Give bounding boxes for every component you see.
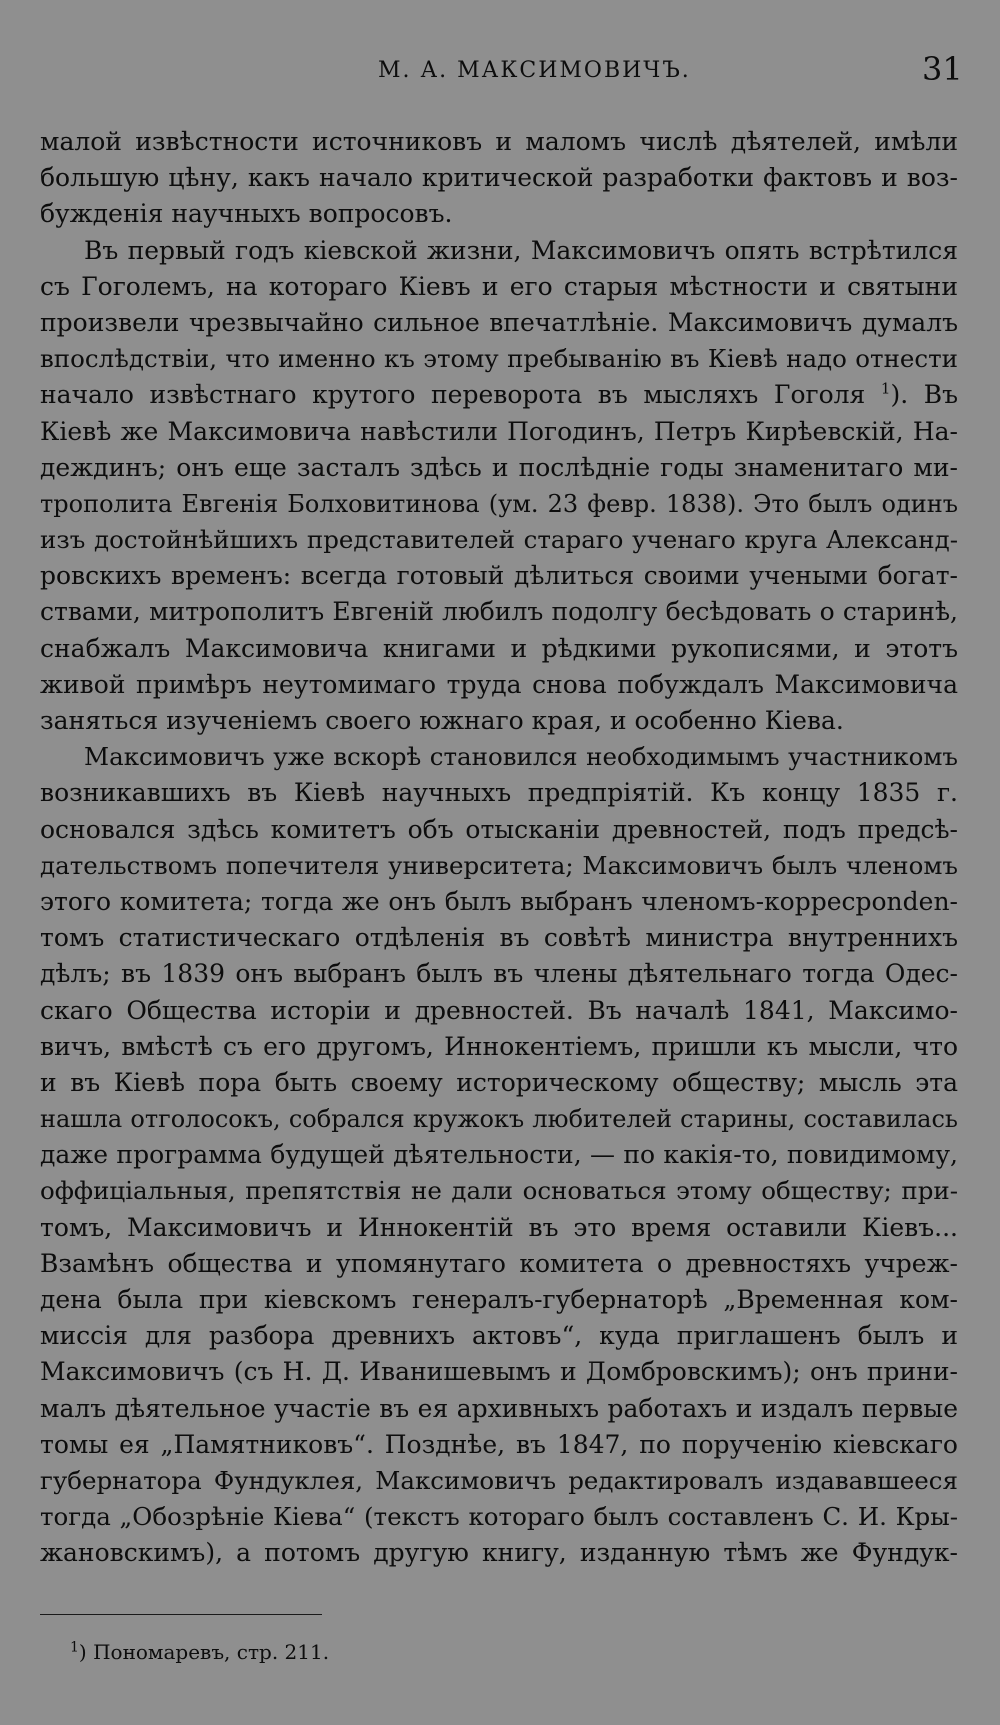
text-line: деждинъ; онъ еще засталъ здѣсь и послѣдніе годы знаменитаго ми-: [40, 452, 958, 482]
text-line: малъ дѣятельное участіе въ ея архивныхъ работахъ и издалъ первые: [40, 1393, 958, 1423]
text-line: вичъ, вмѣстѣ съ его другомъ, Иннокентіемъ, пришли къ мысли, что: [40, 1031, 958, 1061]
text-line-main: начало извѣстнаго крутого переворота въ мысляхъ Гоголя: [40, 380, 866, 410]
text-line: Взамѣнъ общества и упомянутаго комитета о древностяхъ учреж-: [40, 1248, 958, 1278]
text-line: возникавшихъ въ Кіевѣ научныхъ предпріятій. Къ концу 1835 г.: [40, 778, 958, 808]
text-line: впослѣдствіи, что именно къ этому пребыванію въ Кіевѣ надо отнести: [40, 344, 958, 374]
text-line: дена была при кіевскомъ генералъ-губернаторѣ „Временная ком-: [40, 1285, 958, 1314]
text-line: и въ Кіевѣ пора быть своему историческому обществу; мысль эта: [40, 1067, 958, 1097]
text-line: жановскимъ), а потомъ другую книгу, изданную тѣмъ же Фундук-: [40, 1538, 958, 1568]
text-line: изъ достойнѣйшихъ представителей стараго ученаго круга Александ-: [40, 525, 958, 555]
text-line: даже программа будущей дѣятельности, — по какія-то, повидимому,: [40, 1140, 958, 1170]
footnote-mark: 1: [70, 1639, 79, 1656]
text-line-with-note: [40, 377, 958, 413]
text-line: Максимовичъ (съ Н. Д. Иванишевымъ и Домбровскимъ); онъ прини-: [40, 1357, 958, 1387]
text-line: тогда „Обозрѣніе Кіева“ (текстъ котораго былъ составленъ С. И. Кры-: [40, 1502, 958, 1532]
footnote-divider: [40, 1614, 322, 1615]
text-line: миссія для разбора древнихъ актовъ“, куда приглашенъ былъ и: [40, 1321, 958, 1351]
running-head: М. А. МАКСИМОВИЧЪ.: [378, 58, 691, 83]
text-line: большую цѣну, какъ начало критической разработки фактовъ и воз-: [40, 163, 958, 193]
text-line: живой примѣръ неутомимаго труда снова побуждалъ Максимовича: [40, 669, 958, 699]
text-line: снабжалъ Максимовича книгами и рѣдкими рукописями, и этотъ: [40, 633, 958, 663]
text-line: томъ статистическаго отдѣленія въ совѣтѣ министра внутреннихъ: [40, 923, 958, 953]
page-number: 31: [922, 50, 963, 88]
text-line: ровскихъ временъ: всегда готовый дѣлиться своими учеными богат-: [40, 561, 958, 591]
text-line: произвели чрезвычайно сильное впечатлѣніе. Максимовичъ думалъ: [40, 307, 958, 337]
body-text: [40, 124, 958, 1572]
text-line: трополита Евгенія Болховитинова (ум. 23 февр. 1838). Это былъ одинъ: [40, 489, 958, 518]
text-line: заняться изученіемъ своего южнаго края, и особенно Кіева.: [40, 706, 844, 735]
text-line: Въ первый годъ кіевской жизни, Максимовичъ опять встрѣтился: [84, 235, 958, 265]
footnote-text: ) Пономаревъ, стр. 211.: [78, 1640, 330, 1664]
text-line: бужденія научныхъ вопросовъ.: [40, 199, 453, 229]
text-line: этого комитета; тогда же онъ былъ выбранъ членомъ-корресponden-: [40, 886, 958, 916]
text-line: дѣлъ; въ 1839 онъ выбранъ былъ въ члены дѣятельнаго тогда Одес-: [40, 959, 958, 989]
footnote: [70, 1640, 329, 1664]
text-line: оффиціальныя, препятствія не дали основаться этому обществу; при-: [40, 1176, 958, 1206]
text-line: губернатора Фундуклея, Максимовичъ редактировалъ издававшееся: [40, 1465, 958, 1495]
text-line: Кіевѣ же Максимовича навѣстили Погодинъ, Петръ Кирѣевскій, На-: [40, 416, 958, 446]
text-line: Максимовичъ уже вскорѣ становился необходимымъ участникомъ: [84, 742, 958, 772]
text-line: съ Гоголемъ, на котораго Кіевъ и его старыя мѣстности и святыни: [40, 271, 958, 301]
text-line: основался здѣсь комитетъ объ отысканіи древностей, подъ предсѣ-: [40, 814, 958, 844]
text-line: нашла отголосокъ, собрался кружокъ любителей старины, составилась: [40, 1105, 958, 1134]
footnote-reference: 1: [880, 379, 891, 398]
text-line: скаго Общества исторіи и древностей. Въ началѣ 1841, Максимо-: [40, 995, 958, 1025]
text-line: томы ея „Памятниковъ“. Позднѣе, въ 1847, по порученію кіевскаго: [40, 1429, 958, 1459]
text-line: томъ, Максимовичъ и Иннокентій въ это время оставили Кіевъ...: [40, 1212, 958, 1242]
text-line: малой извѣстности источниковъ и маломъ числѣ дѣятелей, имѣли: [40, 127, 958, 156]
text-line-tail: ). Въ: [890, 380, 958, 410]
text-line: дательствомъ попечителя университета; Максимовичъ былъ членомъ: [40, 850, 958, 880]
text-line: ствами, митрополитъ Евгеній любилъ подолгу бесѣдовать о старинѣ,: [40, 597, 958, 627]
